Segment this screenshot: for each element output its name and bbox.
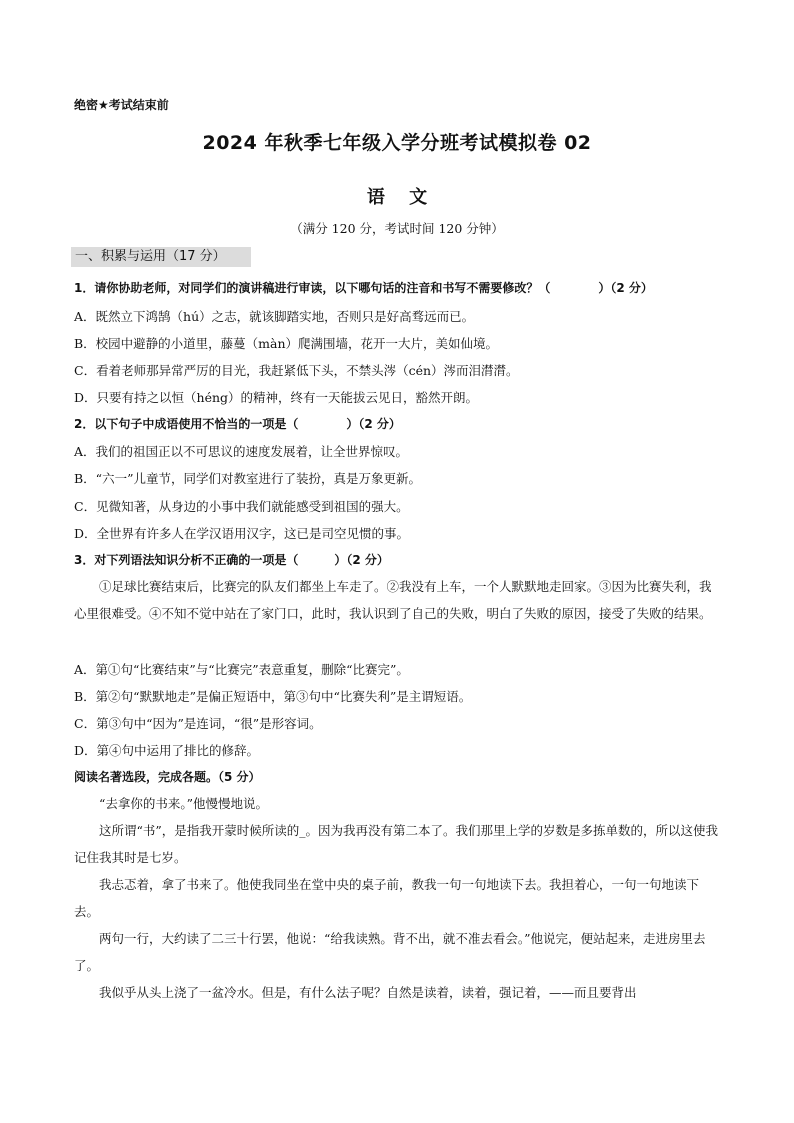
q3-option-c: C．第③句中“因为”是连词，“很”是形容词。 — [74, 716, 322, 731]
q1-option-d: D．只要有持之以恒（héng）的精神，终有一天能拔云见日，豁然开朗。 — [74, 390, 479, 405]
q2-option-c: C．见微知著，从身边的小事中我们就能感受到祖国的强大。 — [74, 499, 409, 514]
q1-option-c: C．看着老师那异常严厉的目光，我赶紧低下头，不禁头涔（cén）涔而泪潸潸。 — [74, 363, 519, 378]
question-2-stem: 2．以下句子中成语使用不恰当的一项是（ ）（2 分） — [74, 417, 401, 431]
reading-prompt: 阅读名著选段，完成各题。（5 分） — [74, 770, 261, 784]
section-heading: 一、积累与运用（17 分） — [71, 247, 251, 267]
q1-option-b: B．校园中避静的小道里，藤蔓（màn）爬满围墙，花开一大片，美如仙境。 — [74, 336, 499, 351]
q2-option-d: D．全世界有许多人在学汉语用汉字，这已是司空见惯的事。 — [74, 526, 410, 541]
reading-paragraph: 我忐忑着，拿了书来了。他使我同坐在堂中央的桌子前，教我一句一句地读下去。我担着心，一句一句地读下去。 — [74, 877, 700, 919]
q2-option-a: A．我们的祖国正以不可思议的速度发展着，让全世界惊叹。 — [74, 444, 409, 459]
q3-option-a: A．第①句“比赛结束”与“比赛完”表意重复，删除“比赛完”。 — [74, 662, 409, 677]
q2-option-b: B．“六一”儿童节，同学们对教室进行了装扮，真是万象更新。 — [74, 471, 421, 486]
q3-passage: ①足球比赛结束后，比赛完的队友们都坐上车走了。②我没有上车，一个人默默地走回家。③因为比赛失利，我心里很难受。④不知不觉中站在了家门口，此时，我认识到了自己的失败，明白了失败的原因，接受了失败的结果。 — [74, 579, 712, 621]
question-1-stem: 1．请你协助老师，对同学们的演讲稿进行审读，以下哪句话的注音和书写不需要修改？（ ）（2 分） — [74, 281, 653, 295]
q3-option-b: B．第②句“默默地走”是偏正短语中，第③句中“比赛失利”是主谓短语。 — [74, 689, 472, 704]
q1-option-a: A．既然立下鸿鹄（hú）之志，就该脚踏实地，否则只是好高骛远而已。 — [74, 309, 475, 324]
reading-paragraph: 这所谓“书”，是指我开蒙时候所读的_。因为我再没有第二本了。我们那里上学的岁数是多拣单数的，所以这使我记住我其时是七岁。 — [74, 823, 719, 865]
score-time-note: （满分 120 分，考试时间 120 分钟） — [290, 221, 504, 236]
q3-option-d: D．第④句中运用了排比的修辞。 — [74, 743, 260, 758]
reading-paragraph: “去拿你的书来。”他慢慢地说。 — [99, 796, 269, 811]
subject-title: 语 文 — [366, 187, 428, 208]
reading-paragraph: 我似乎从头上浇了一盆冷水。但是，有什么法子呢？自然是读着，读着，强记着，——而且要背出 — [99, 985, 637, 1000]
question-3-stem: 3．对下列语法知识分析不正确的一项是（ ）（2 分） — [74, 553, 389, 567]
reading-paragraph: 两句一行，大约读了二三十行罢，他说：“给我读熟。背不出，就不准去看会。”他说完，便站起来，走进房里去了。 — [74, 931, 706, 973]
exam-title: 2024 年秋季七年级入学分班考试模拟卷 02 — [202, 132, 592, 154]
confidential-label: 绝密★考试结束前 — [74, 98, 169, 112]
